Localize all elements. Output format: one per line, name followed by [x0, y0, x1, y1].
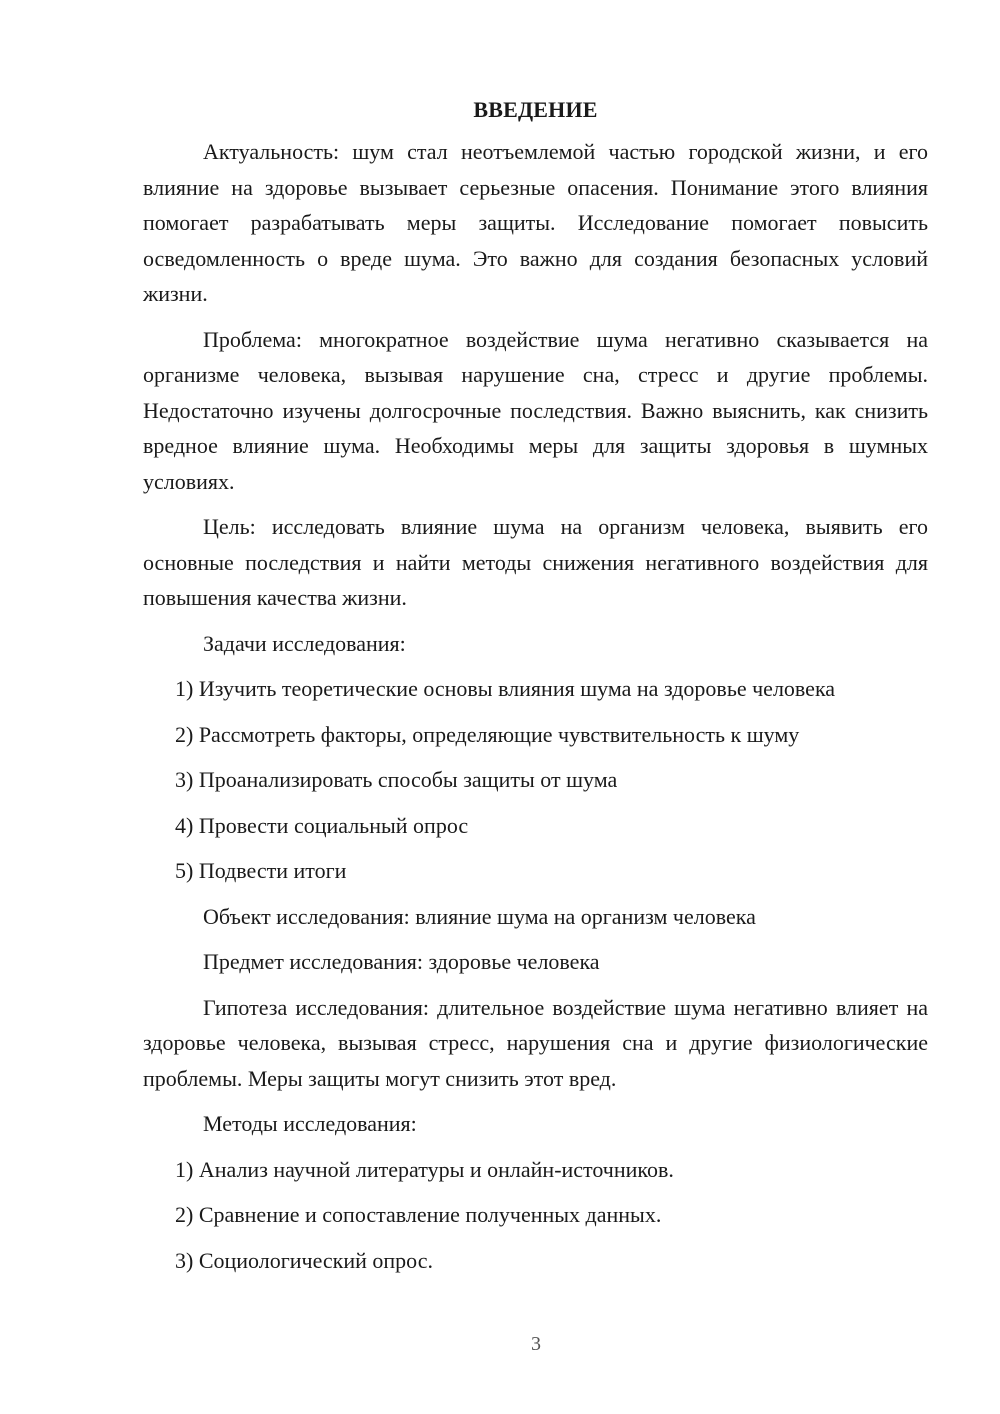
- list-item: 4) Провести социальный опрос: [175, 812, 469, 838]
- page-title: ВВЕДЕНИЕ: [473, 97, 598, 122]
- list-item: 1) Изучить теоретические основы влияния шума на здоровье человека: [175, 676, 836, 701]
- document-page: [143, 92, 928, 1288]
- methods-list: [143, 1152, 928, 1279]
- page-number: 3: [531, 1333, 541, 1355]
- hypothesis-paragraph: Гипотеза исследования: длительное воздействие шума негативно влияет на здоровье человека, вызывая стресс, нарушения сна и другие физиологические проблемы. Меры защиты могут снизить этот вред.: [143, 994, 928, 1091]
- goal-paragraph: Цель: исследовать влияние шума на организм человека, выявить его основные последствия и найти методы снижения негативного воздействия для повышения качества жизни.: [143, 514, 928, 610]
- list-item: 5) Подвести итоги: [175, 858, 347, 883]
- methods-heading: Методы исследования:: [203, 1111, 417, 1136]
- tasks-list: [143, 671, 928, 889]
- relevance-paragraph: Актуальность: шум стал неотъемлемой частью городской жизни, и его влияние на здоровье вызывает серьезные опасения. Понимание этого влияния помогает разрабатывать меры защиты. Исследование помогает повысить осведомленность о вреде шума. Это важно для создания безопасных условий жизни.: [143, 139, 928, 306]
- tasks-heading: Задачи исследования:: [203, 630, 406, 656]
- subject-paragraph: Предмет исследования: здоровье человека: [203, 949, 600, 974]
- list-item: 3) Проанализировать способы защиты от шума: [175, 767, 618, 792]
- object-paragraph: Объект исследования: влияние шума на организм человека: [203, 903, 756, 929]
- list-item: 1) Анализ научной литературы и онлайн-источников.: [175, 1156, 674, 1182]
- problem-paragraph: Проблема: многократное воздействие шума негативно сказывается на организме человека, вызывая нарушение сна, стресс и другие проблемы. Недостаточно изучены долгосрочные последствия. Важно выяснить, как снизить вредное влияние шума. Необходимы меры для защиты здоровья в шумных условиях.: [143, 326, 928, 494]
- list-item: 2) Сравнение и сопоставление полученных данных.: [175, 1202, 662, 1227]
- list-item: 2) Рассмотреть факторы, определяющие чувствительность к шуму: [175, 721, 800, 747]
- list-item: 3) Социологический опрос.: [175, 1247, 433, 1273]
